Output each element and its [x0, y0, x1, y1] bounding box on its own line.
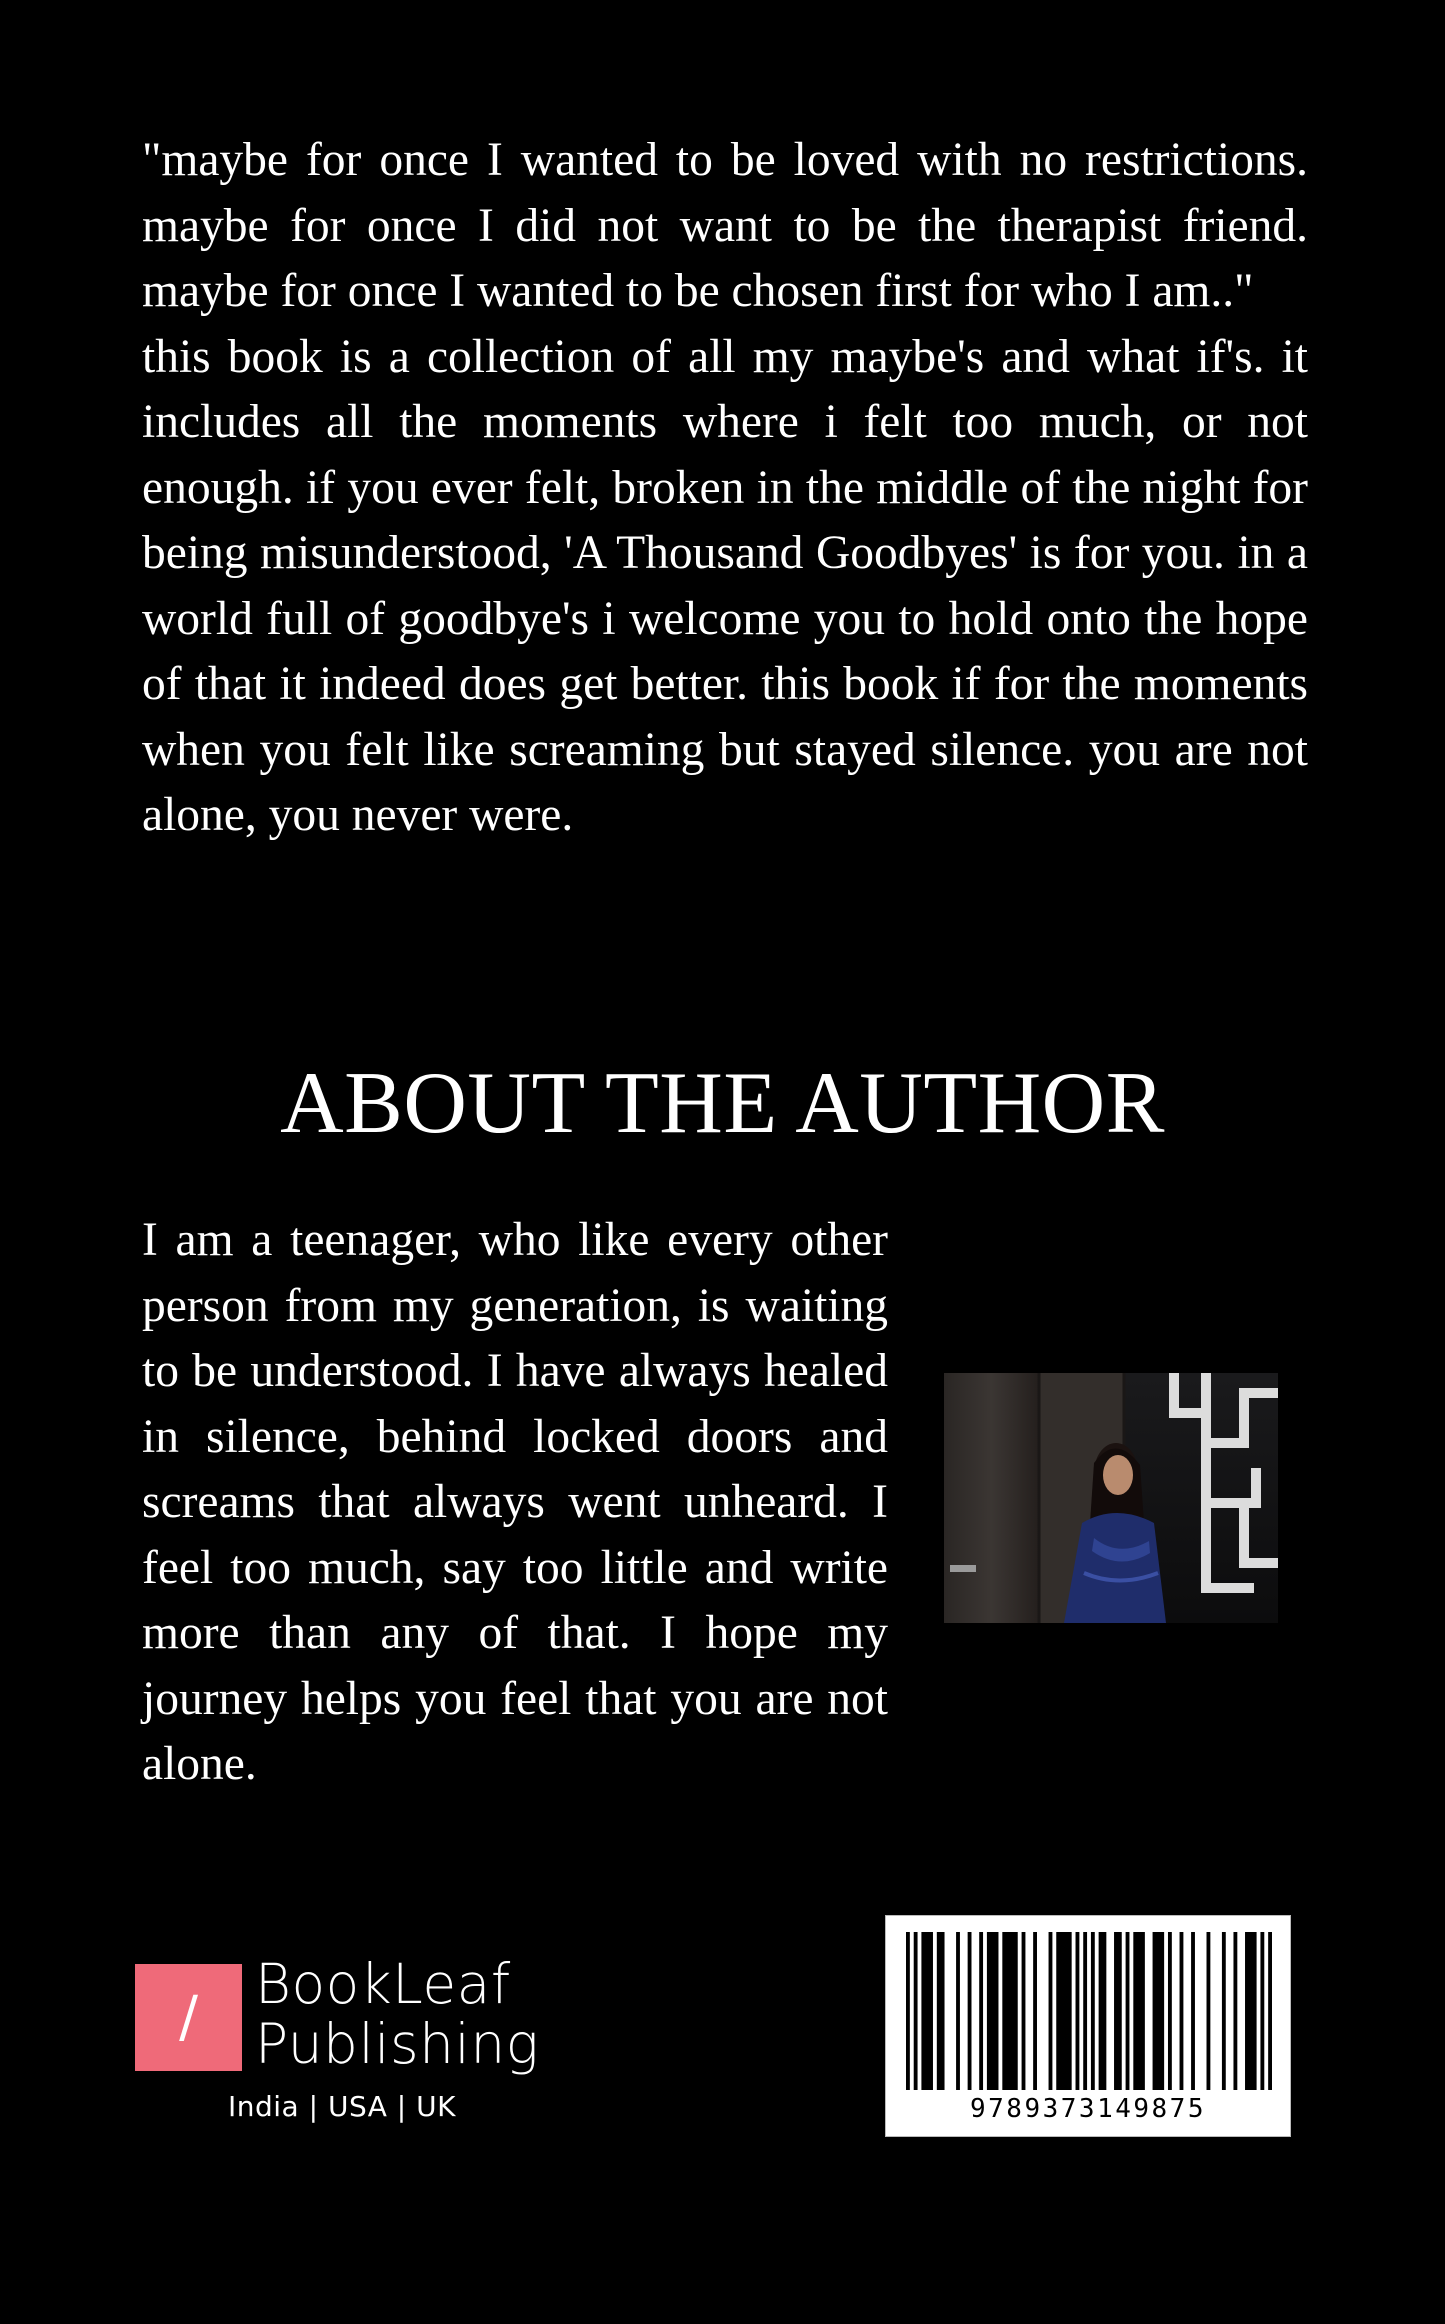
barcode-bar [1233, 1932, 1237, 2090]
barcode-bar [1099, 1932, 1107, 2090]
barcode-bar [1191, 1932, 1195, 2090]
barcode-bars [906, 1932, 1272, 2090]
barcode-bar [956, 1932, 960, 2090]
isbn-number: 9789373149875 [970, 2094, 1206, 2124]
publisher-logo [135, 1952, 540, 2132]
publisher-name [255, 1954, 539, 2074]
barcode-bar [1268, 1932, 1272, 2090]
barcode-bar [1091, 1932, 1095, 2090]
barcode-bar [1222, 1932, 1226, 2090]
barcode-bar [1168, 1932, 1172, 2090]
publisher-name-line2: Publishing [255, 2012, 540, 2076]
about-the-author-heading: ABOUT THE AUTHOR [280, 1055, 1165, 1152]
barcode-bar [1033, 1932, 1037, 2090]
logo-slash: / [179, 1985, 198, 2050]
barcode-bar [1207, 1932, 1211, 2090]
barcode-bar [1133, 1932, 1145, 2090]
barcode-bar [968, 1932, 972, 2090]
barcode-bar [1180, 1932, 1184, 2090]
barcode-bar [1002, 1932, 1017, 2090]
barcode-bar [1153, 1932, 1165, 2090]
blurb-description: this book is a collection of all my maybe's and what if's. it includes all the moments where i felt too much, or not enough. if you ever felt, broken in the middle of the night for being misunderstood, 'A Thousand Goodbyes' is for you. in a world full of goodbye's i welcome you to hold onto the hope of that it indeed does get better. this book if for the moments when you felt like screaming but stayed silence. you are not alone, you never were. [142, 330, 1308, 841]
barcode-bar [1260, 1932, 1264, 2090]
author-bio: I am a teenager, who like every other person from my generation, is waiting to be understood. I have always healed in silence, behind locked doors and screams that always went unheard. I feel too much, say too little and write more than any of that. I hope my journey helps you feel that you are not alone. [142, 1214, 888, 1790]
publisher-name-line1: BookLeaf [255, 1952, 511, 2016]
barcode-bar [979, 1932, 983, 2090]
back-cover-blurb [142, 128, 1308, 849]
barcode-bar [1076, 1932, 1080, 2090]
barcode-bar [1056, 1932, 1071, 2090]
publisher-regions: India | USA | UK [228, 2090, 456, 2123]
barcode-bar [1049, 1932, 1053, 2090]
author-photo [944, 1373, 1278, 1623]
barcode-bar [906, 1932, 910, 2090]
barcode-bar [987, 1932, 999, 2090]
logo-square-icon [135, 1964, 242, 2071]
isbn-barcode [885, 1915, 1291, 2137]
barcode-bar [1114, 1932, 1122, 2090]
barcode-bar [1245, 1932, 1257, 2090]
blurb-quote: "maybe for once I wanted to be loved with no restrictions. maybe for once I did not want to be the therapist friend. maybe for once I wanted to be chosen first for who I am.." [142, 134, 1308, 317]
barcode-bar [1126, 1932, 1130, 2090]
barcode-bar [921, 1932, 933, 2090]
barcode-bar [937, 1932, 945, 2090]
barcode-bar [1083, 1932, 1087, 2090]
barcode-bar [1022, 1932, 1026, 2090]
barcode-bar [914, 1932, 918, 2090]
